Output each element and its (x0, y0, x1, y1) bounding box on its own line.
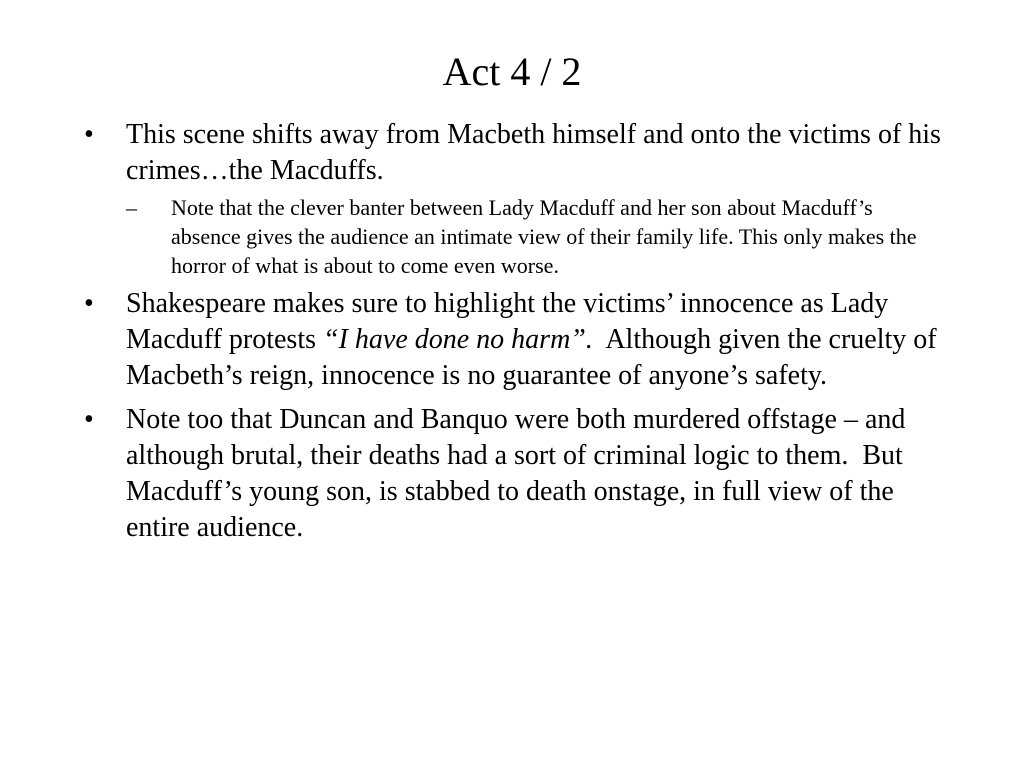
slide-body (84, 117, 944, 550)
bullet-marker: • (84, 119, 94, 150)
bullet-marker: • (84, 288, 94, 319)
bullet-item (84, 117, 944, 189)
sub-bullet-item (126, 193, 944, 280)
bullet-text: Note too that Duncan and Banquo were both murdered offstage – and although brutal, their deaths had a sort of criminal logic to them. But Macduff’s young son, is stabbed to death onstage, in full view of the entire audience. (126, 404, 913, 543)
sub-bullet-text: Note that the clever banter between Lady Macduff and her son about Macduff’s absence gives the audience an intimate view of their family life. This only makes the horror of what is about to come even worse. (171, 195, 917, 278)
dash-marker: – (126, 195, 137, 220)
bullet-text-after-quote: Although given the cruelty of Macbeth’s reign, innocence is no guarantee of anyone’s safety. (126, 324, 944, 391)
slide-title: Act 4 / 2 (442, 49, 582, 94)
bullet-marker: • (84, 404, 94, 435)
bullet-item (84, 286, 944, 394)
bullet-text: This scene shifts away from Macbeth himself and onto the victims of his crimes…the Macduffs. (126, 119, 941, 186)
bullet-item (84, 402, 944, 546)
bullet-quote: “I have done no harm”. (323, 324, 593, 355)
bullet-text-before-quote: Shakespeare makes sure to highlight the victims’ innocence as Lady Macduff protests (126, 288, 889, 355)
